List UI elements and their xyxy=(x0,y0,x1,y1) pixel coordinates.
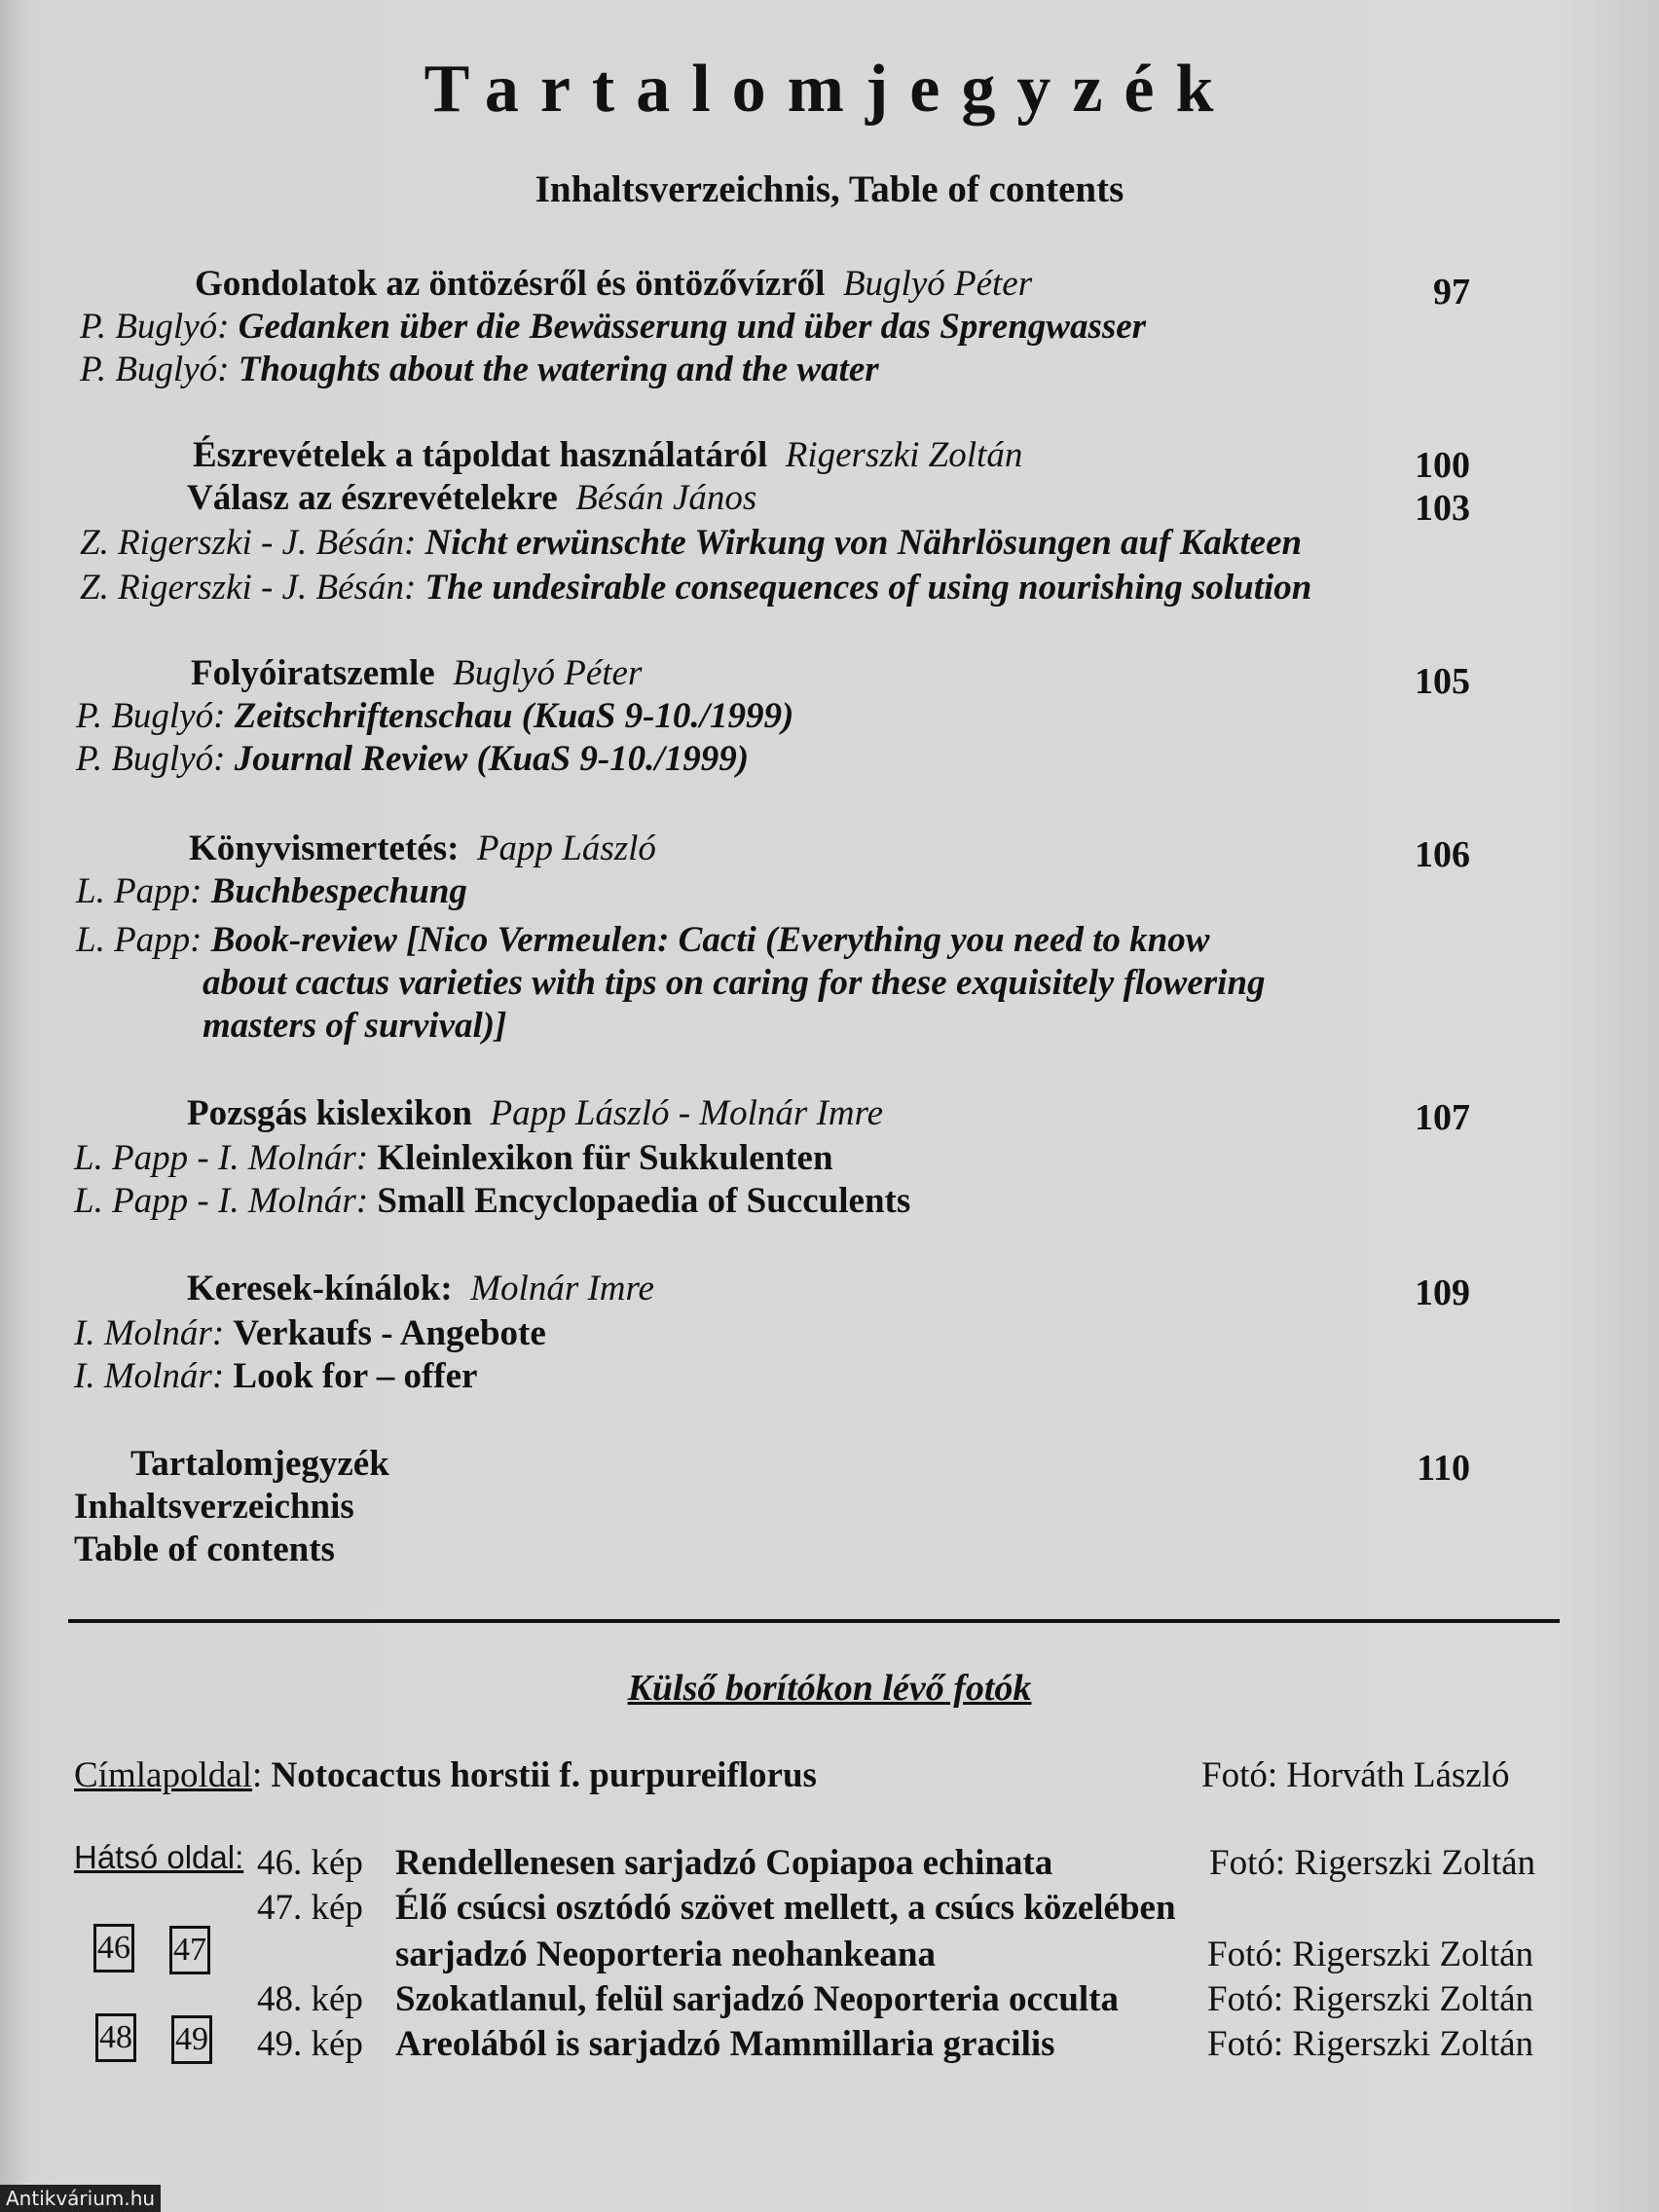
toc-page-number: 105 xyxy=(1415,661,1470,702)
toc-page-number: 97 xyxy=(1433,272,1470,313)
cover-label: Címlapoldal xyxy=(74,1755,252,1795)
toc-page-number: 107 xyxy=(1415,1097,1470,1138)
photo-item-caption: Areolából is sarjadzó Mammillaria gracilis xyxy=(395,2024,1055,2064)
toc-entry-author: Bésán János xyxy=(575,478,757,518)
photo-item-num: 48. kép xyxy=(257,1979,363,2019)
toc-entry-6 xyxy=(187,1268,654,1310)
toc-translation: P. Buglyó: Journal Review (KuaS 9-10./1999) xyxy=(76,739,750,779)
toc-translation: L. Papp - I. Molnár: Kleinlexikon für Sukkulenten xyxy=(74,1138,833,1178)
toc-translation: P. Buglyó: Thoughts about the watering and the water xyxy=(80,350,879,389)
toc-entry-7: Tartalomjegyzék xyxy=(130,1444,389,1484)
toc-page-number: 103 xyxy=(1415,488,1470,529)
photo-item-caption: Élő csúcsi osztódó szövet mellett, a csúcs közelében xyxy=(395,1888,1176,1928)
photo-item-num: 49. kép xyxy=(257,2024,363,2064)
cover-photo-caption: Notocactus horstii f. purpureiflorus xyxy=(271,1755,817,1795)
photo-item-caption: Rendellenesen sarjadzó Copiapoa echinata xyxy=(395,1843,1053,1883)
toc-translation: Z. Rigerszki - J. Bésán: Nicht erwünschte Wirkung von Nährlösungen auf Kakteen xyxy=(80,523,1303,563)
toc-entry-4 xyxy=(189,828,656,870)
toc-page-number: 100 xyxy=(1415,445,1470,486)
toc-entry-title: Pozsgás kislexikon xyxy=(187,1093,472,1133)
toc-entry-title: Észrevételek a tápoldat használatáról xyxy=(193,435,768,475)
section-divider xyxy=(68,1619,1560,1623)
toc-translation: P. Buglyó: Gedanken über die Bewässerung und über das Sprengwasser xyxy=(80,307,1147,347)
page-title: Tartalomjegyzék xyxy=(424,52,1235,127)
toc-entry-1 xyxy=(195,263,1032,306)
toc-translation: L. Papp: Buchbespechung xyxy=(76,871,467,911)
page-subtitle: Inhaltsverzeichnis, Table of contents xyxy=(535,168,1124,210)
toc-entry-2b xyxy=(187,477,756,520)
toc-translation: I. Molnár: Verkaufs - Angebote xyxy=(74,1313,546,1353)
cover-photo-line: Címlapoldal: Notocactus horstii f. purpureiflorus xyxy=(74,1755,817,1795)
toc-entry-author: Papp László xyxy=(476,829,656,868)
photo-item-credit: Fotó: Rigerszki Zoltán xyxy=(1207,1935,1534,1974)
toc-entry-title: Könyvismertetés: xyxy=(189,829,460,868)
toc-page-number: 106 xyxy=(1415,834,1470,875)
toc-entry-title: Gondolatok az öntözésről és öntözővízről xyxy=(195,264,826,304)
toc-entry-title: Válasz az észrevételekre xyxy=(187,478,558,518)
watermark: Antikvárium.hu xyxy=(0,2185,161,2212)
photo-item-caption: Szokatlanul, felül sarjadzó Neoporteria occulta xyxy=(395,1979,1119,2019)
toc-translation: I. Molnár: Look for – offer xyxy=(74,1356,478,1396)
toc-entry-author: Papp László - Molnár Imre xyxy=(490,1093,884,1133)
photo-item-caption-cont: sarjadzó Neoporteria neohankeana xyxy=(395,1935,936,1974)
toc-entry-author: Rigerszki Zoltán xyxy=(785,435,1023,475)
photo-item-credit: Fotó: Rigerszki Zoltán xyxy=(1207,1979,1534,2019)
photo-item-credit: Fotó: Rigerszki Zoltán xyxy=(1207,2024,1534,2064)
toc-entry-3 xyxy=(191,652,642,695)
toc-continuation: about cactus varieties with tips on caring for these exquisitely flowering xyxy=(203,963,1266,1003)
toc-entry-title: Keresek-kínálok: xyxy=(187,1269,453,1309)
toc-entry-author: Buglyó Péter xyxy=(453,653,643,693)
toc-entry-author: Buglyó Péter xyxy=(842,264,1033,304)
toc-entry-title: Folyóiratszemle xyxy=(191,653,435,693)
toc-entry-2 xyxy=(193,434,1022,477)
photo-box-48: 48 xyxy=(95,2013,136,2062)
photo-item-num: 47. kép xyxy=(257,1888,363,1928)
photo-item-credit: Fotó: Rigerszki Zoltán xyxy=(1209,1843,1536,1883)
cover-photo-credit: Fotó: Horváth László xyxy=(1201,1755,1510,1795)
toc-entry-line: Table of contents xyxy=(74,1530,335,1569)
toc-entry-5 xyxy=(187,1092,883,1135)
toc-page-number: 109 xyxy=(1415,1272,1470,1313)
toc-translation: L. Papp - I. Molnár: Small Encyclopaedia of Succulents xyxy=(74,1181,911,1221)
toc-translation: P. Buglyó: Zeitschriftenschau (KuaS 9-10./1999) xyxy=(76,696,794,736)
photo-box-47: 47 xyxy=(169,1926,210,1974)
back-cover-label: Hátsó oldal: xyxy=(74,1839,244,1875)
photo-item-num: 46. kép xyxy=(257,1843,363,1883)
toc-continuation: masters of survival)] xyxy=(203,1006,507,1046)
toc-entry-author: Molnár Imre xyxy=(470,1269,654,1309)
toc-page-number: 110 xyxy=(1417,1448,1470,1489)
photos-heading: Külső borítókon lévő fotók xyxy=(627,1668,1032,1709)
toc-entry-line: Inhaltsverzeichnis xyxy=(74,1487,354,1527)
toc-translation: Z. Rigerszki - J. Bésán: The undesirable consequences of using nourishing solution xyxy=(80,568,1312,608)
toc-translation: L. Papp: Book-review [Nico Vermeulen: Cacti (Everything you need to know xyxy=(76,920,1210,960)
photo-box-46: 46 xyxy=(93,1924,134,1972)
photo-box-49: 49 xyxy=(171,2015,212,2064)
